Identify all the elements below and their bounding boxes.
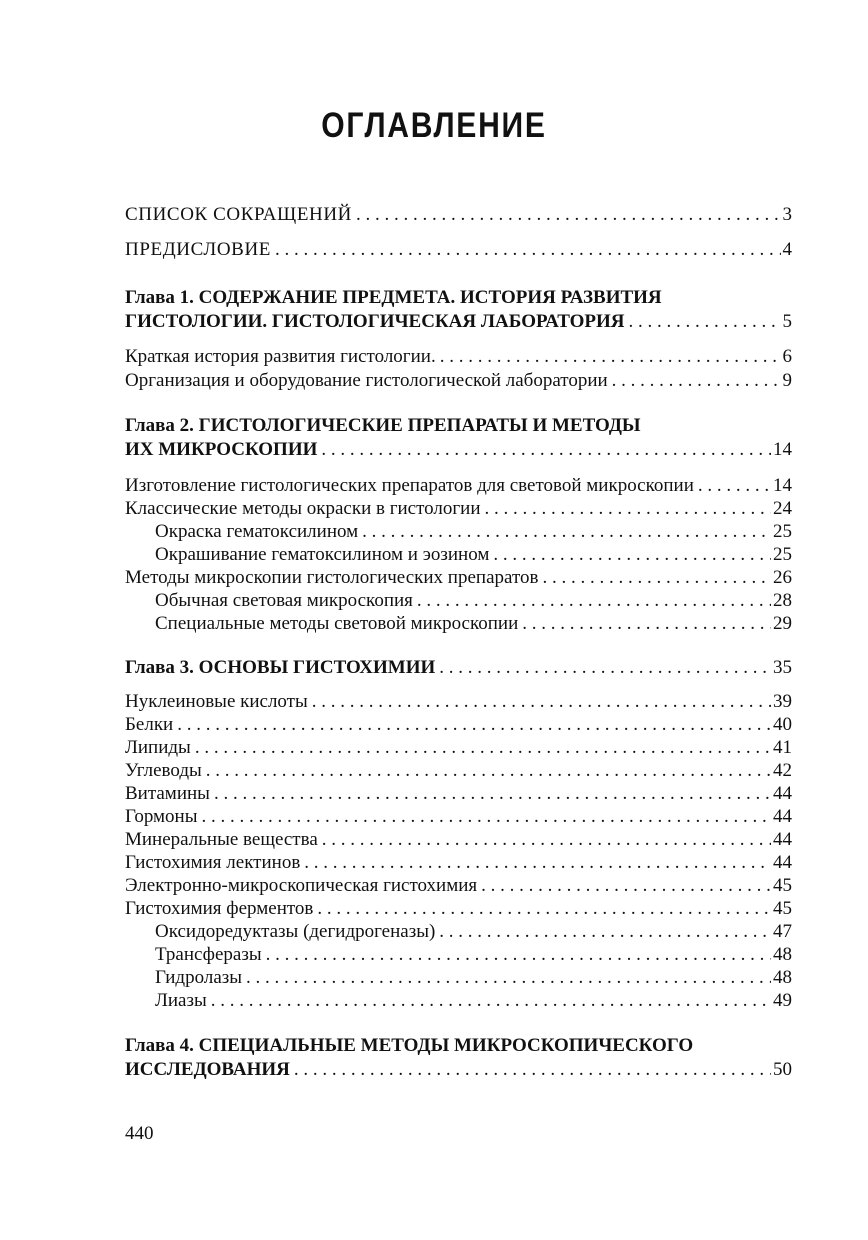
dot-leader bbox=[612, 369, 781, 393]
toc-subentry[interactable] bbox=[125, 543, 792, 567]
chapter-2-heading-line2[interactable] bbox=[125, 438, 792, 462]
toc-entry-label: ИССЛЕДОВАНИЯ bbox=[125, 1059, 290, 1080]
toc-entry-label: Трансферазы bbox=[155, 944, 262, 965]
toc-entry-label: Электронно-микроскопическая гистохимия bbox=[125, 875, 478, 896]
chapter-1-heading[interactable]: Глава 1. СОДЕРЖАНИЕ ПРЕДМЕТА. ИСТОРИЯ РАЗВИТИЯ bbox=[125, 287, 662, 308]
toc-subentry[interactable] bbox=[125, 520, 792, 544]
toc-entry-abbreviations[interactable] bbox=[125, 203, 792, 227]
toc-entry-label: СПИСОК СОКРАЩЕНИЙ bbox=[125, 204, 352, 225]
toc-entry-page: 41 bbox=[773, 737, 792, 758]
toc-subentry[interactable] bbox=[125, 943, 792, 967]
toc-entry-label: Витамины bbox=[125, 783, 210, 804]
chapter-2-heading[interactable]: Глава 2. ГИСТОЛОГИЧЕСКИЕ ПРЕПАРАТЫ И МЕТОДЫ bbox=[125, 415, 641, 436]
toc-entry[interactable] bbox=[125, 851, 792, 875]
dot-leader bbox=[522, 612, 771, 636]
dot-leader bbox=[321, 438, 771, 462]
toc-entry-label: Изготовление гистологических препаратов для световой микроскопии bbox=[125, 475, 694, 496]
toc-entry-label: Минеральные вещества bbox=[125, 829, 318, 850]
toc-entry-label: Гистохимия ферментов bbox=[125, 898, 314, 919]
dot-leader bbox=[275, 238, 781, 262]
chapter-4-heading-line2[interactable] bbox=[125, 1058, 792, 1082]
toc-entry-page: 49 bbox=[773, 990, 792, 1011]
toc-entry[interactable] bbox=[125, 736, 792, 760]
toc-entry-page: 39 bbox=[773, 691, 792, 712]
toc-entry-label: Нуклеиновые кислоты bbox=[125, 691, 308, 712]
toc-entry-page: 29 bbox=[773, 613, 792, 634]
toc-entry-page: 45 bbox=[773, 898, 792, 919]
dot-leader bbox=[317, 897, 771, 921]
toc-entry-page: 44 bbox=[773, 806, 792, 827]
chapter-1-heading-line2[interactable] bbox=[125, 310, 792, 334]
toc-entry-label: Окрашивание гематоксилином и эозином bbox=[155, 544, 490, 565]
toc-entry[interactable] bbox=[125, 874, 792, 898]
toc-entry-page: 35 bbox=[773, 657, 792, 678]
dot-leader bbox=[493, 543, 771, 567]
toc-entry-label: Глава 3. ОСНОВЫ ГИСТОХИМИИ bbox=[125, 657, 436, 678]
toc-entry-label: Обычная световая микроскопия bbox=[155, 590, 413, 611]
toc-entry-label: ГИСТОЛОГИИ. ГИСТОЛОГИЧЕСКАЯ ЛАБОРАТОРИЯ bbox=[125, 311, 625, 332]
toc-subentry[interactable] bbox=[125, 989, 792, 1013]
dot-leader bbox=[698, 474, 771, 498]
toc-entry[interactable] bbox=[125, 782, 792, 806]
dot-leader bbox=[294, 1058, 771, 1082]
toc-entry-label: Гидролазы bbox=[155, 967, 243, 988]
dot-leader bbox=[206, 759, 771, 783]
dot-leader bbox=[485, 497, 771, 521]
toc-entry[interactable] bbox=[125, 759, 792, 783]
dot-leader bbox=[417, 589, 771, 613]
toc-entry-page: 50 bbox=[773, 1059, 792, 1080]
toc-entry-label: Краткая история развития гистологии. bbox=[125, 346, 436, 367]
dot-leader bbox=[322, 828, 771, 852]
toc-entry-label: Организация и оборудование гистологической лаборатории bbox=[125, 370, 608, 391]
toc-entry-label: Гормоны bbox=[125, 806, 198, 827]
toc-entry[interactable] bbox=[125, 713, 792, 737]
toc-subentry[interactable] bbox=[125, 612, 792, 636]
dot-leader bbox=[542, 566, 771, 590]
toc-entry[interactable] bbox=[125, 369, 792, 393]
toc-entry-page: 45 bbox=[773, 875, 792, 896]
toc-entry[interactable] bbox=[125, 497, 792, 521]
dot-leader bbox=[195, 736, 771, 760]
toc-entry-page: 47 bbox=[773, 921, 792, 942]
toc-entry-page: 44 bbox=[773, 852, 792, 873]
toc-entry-label: Лиазы bbox=[155, 990, 207, 1011]
toc-entry-label: Оксидоредуктазы (дегидрогеназы) bbox=[155, 921, 436, 942]
toc-entry[interactable] bbox=[125, 474, 792, 498]
dot-leader bbox=[214, 782, 771, 806]
dot-leader bbox=[439, 920, 771, 944]
toc-entry-label: Классические методы окраски в гистологии bbox=[125, 498, 481, 519]
page-title: ОГЛАВЛЕНИЕ bbox=[321, 106, 547, 145]
toc-entry-label: Методы микроскопии гистологических препаратов bbox=[125, 567, 539, 588]
dot-leader bbox=[440, 345, 781, 369]
toc-entry-page: 25 bbox=[773, 544, 792, 565]
toc-entry-label: ИХ МИКРОСКОПИИ bbox=[125, 439, 318, 460]
toc-entry-page: 48 bbox=[773, 967, 792, 988]
toc-entry-label: Липиды bbox=[125, 737, 191, 758]
toc-entry[interactable] bbox=[125, 690, 792, 714]
toc-subentry[interactable] bbox=[125, 920, 792, 944]
page-number: 440 bbox=[125, 1123, 154, 1144]
toc-entry[interactable] bbox=[125, 828, 792, 852]
toc-entry-page: 3 bbox=[782, 204, 792, 225]
toc-entry-label: Белки bbox=[125, 714, 174, 735]
toc-entry-page: 5 bbox=[782, 311, 792, 332]
toc-entry-page: 40 bbox=[773, 714, 792, 735]
toc-entry-page: 24 bbox=[773, 498, 792, 519]
toc-entry-page: 25 bbox=[773, 521, 792, 542]
dot-leader bbox=[629, 310, 781, 334]
dot-leader bbox=[201, 805, 771, 829]
toc-entry-label: Углеводы bbox=[125, 760, 202, 781]
dot-leader bbox=[266, 943, 771, 967]
toc-entry-page: 44 bbox=[773, 829, 792, 850]
chapter-4-heading[interactable]: Глава 4. СПЕЦИАЛЬНЫЕ МЕТОДЫ МИКРОСКОПИЧЕСКОГО bbox=[125, 1035, 694, 1056]
toc-entry-label: Специальные методы световой микроскопии bbox=[155, 613, 519, 634]
dot-leader bbox=[304, 851, 771, 875]
toc-entry-page: 44 bbox=[773, 783, 792, 804]
dot-leader bbox=[362, 520, 771, 544]
toc-entry[interactable] bbox=[125, 805, 792, 829]
toc-subentry[interactable] bbox=[125, 589, 792, 613]
toc-entry-page: 6 bbox=[782, 346, 792, 367]
chapter-3-heading[interactable] bbox=[125, 656, 792, 680]
toc-entry-page: 14 bbox=[773, 439, 792, 460]
toc-entry-page: 9 bbox=[782, 370, 792, 391]
toc-entry-label: Гистохимия лектинов bbox=[125, 852, 301, 873]
toc-entry-label: Окраска гематоксилином bbox=[155, 521, 359, 542]
toc-entry-page: 48 bbox=[773, 944, 792, 965]
toc-entry-page: 14 bbox=[773, 475, 792, 496]
toc-entry-label: ПРЕДИСЛОВИЕ bbox=[125, 239, 271, 260]
dot-leader bbox=[439, 656, 771, 680]
toc-entry[interactable] bbox=[125, 566, 792, 590]
dot-leader bbox=[246, 966, 771, 990]
dot-leader bbox=[356, 203, 781, 227]
dot-leader bbox=[312, 690, 771, 714]
toc-entry-page: 42 bbox=[773, 760, 792, 781]
toc-entry-page: 28 bbox=[773, 590, 792, 611]
toc-subentry[interactable] bbox=[125, 966, 792, 990]
toc-entry-page: 4 bbox=[782, 239, 792, 260]
toc-entry-preface[interactable] bbox=[125, 238, 792, 262]
toc-entry[interactable] bbox=[125, 345, 792, 369]
toc-entry-page: 26 bbox=[773, 567, 792, 588]
dot-leader bbox=[177, 713, 771, 737]
dot-leader bbox=[211, 989, 771, 1013]
toc-entry[interactable] bbox=[125, 897, 792, 921]
dot-leader bbox=[481, 874, 771, 898]
